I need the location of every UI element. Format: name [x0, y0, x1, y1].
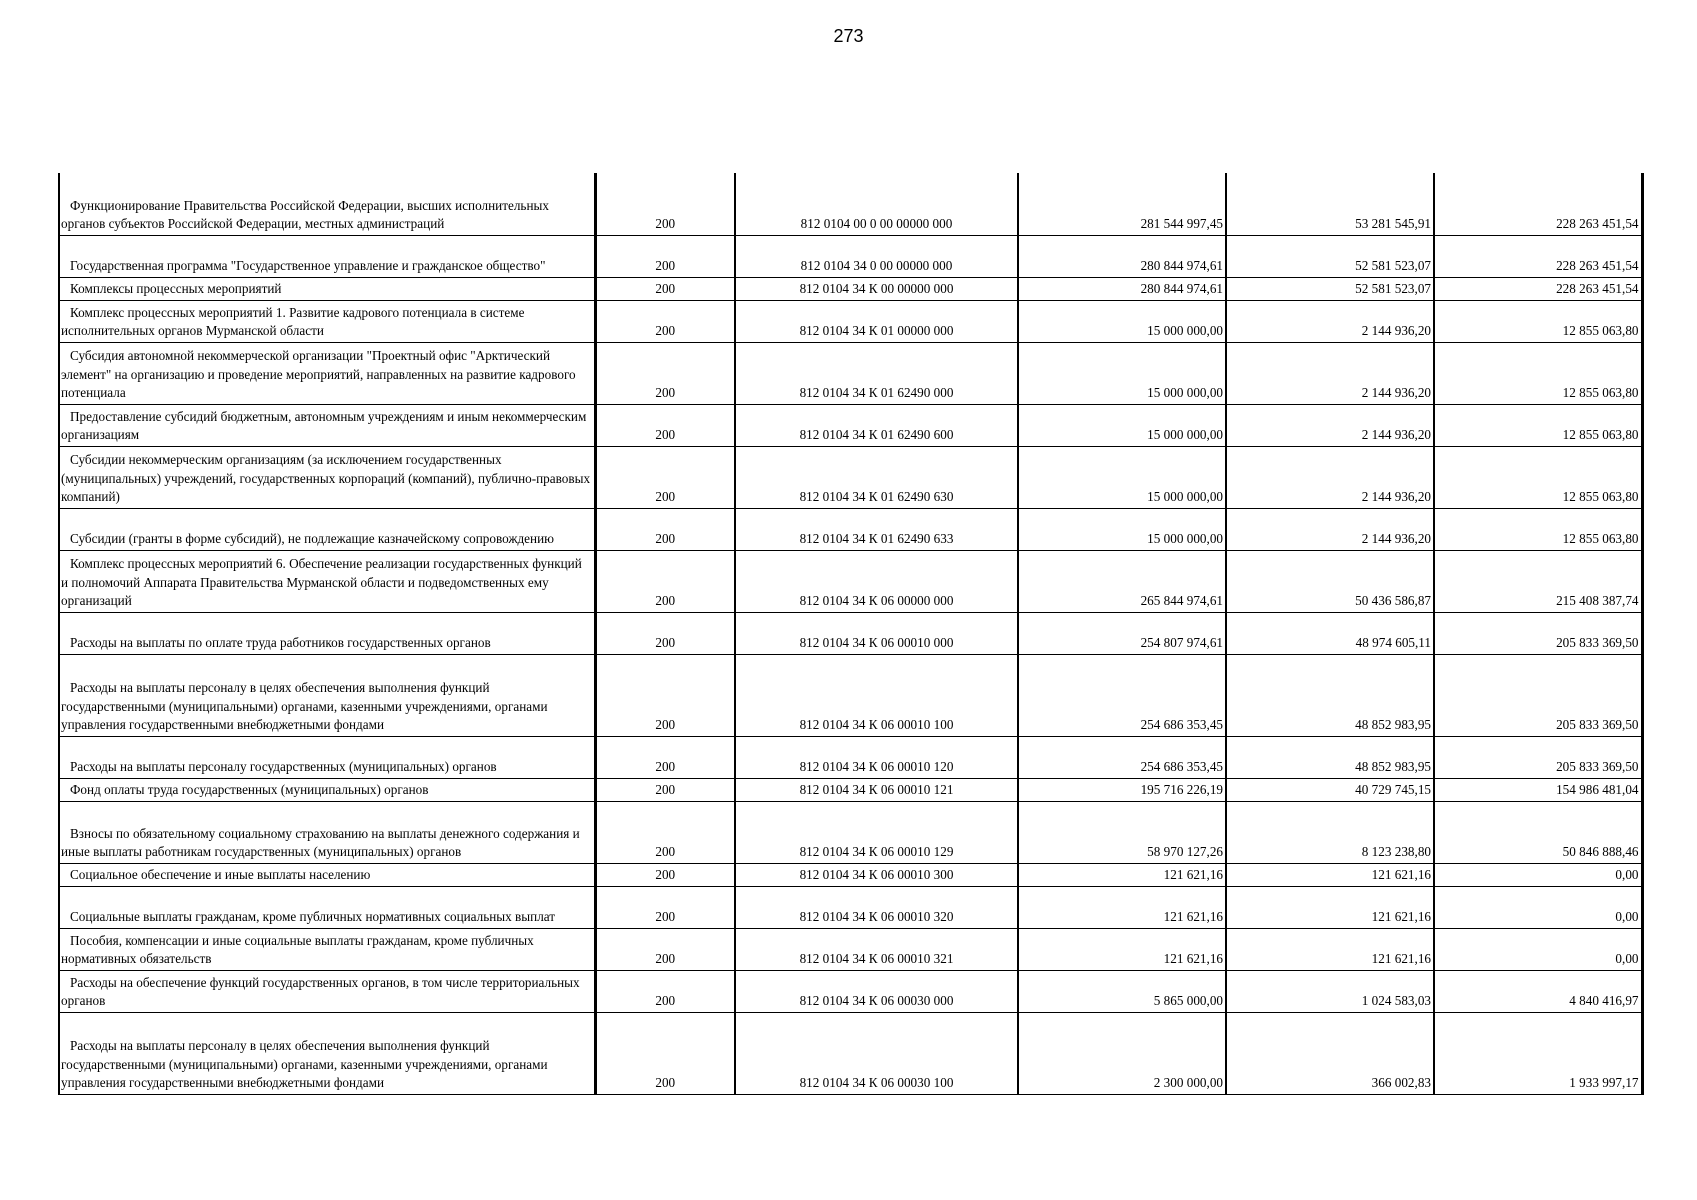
table-row: [59, 173, 1642, 235]
row-approved-amount: 5 865 000,00: [1018, 970, 1226, 1012]
row-executed-amount: 2 144 936,20: [1226, 446, 1434, 508]
row-remaining-amount: 205 833 369,50: [1434, 654, 1642, 736]
row-approved-amount: 280 844 974,61: [1018, 235, 1226, 277]
row-name: Пособия, компенсации и иные социальные выплаты гражданам, кроме публичных нормативных обязательств: [59, 928, 595, 970]
row-remaining-amount: 228 263 451,54: [1434, 235, 1642, 277]
row-remaining-amount: 12 855 063,80: [1434, 508, 1642, 550]
table-row: [59, 342, 1642, 404]
row-line-code: 200: [595, 550, 735, 612]
row-approved-amount: 121 621,16: [1018, 928, 1226, 970]
row-budget-code: 812 0104 34 К 06 00010 129: [735, 801, 1018, 863]
row-name: Расходы на выплаты персоналу в целях обеспечения выполнения функций государственными (муниципальными) органами, казенными учреждениями, органами управления государственными внебюджетными фондами: [59, 654, 595, 736]
row-approved-amount: 281 544 997,45: [1018, 173, 1226, 235]
row-approved-amount: 15 000 000,00: [1018, 300, 1226, 342]
row-approved-amount: 2 300 000,00: [1018, 1012, 1226, 1094]
row-executed-amount: 48 852 983,95: [1226, 736, 1434, 778]
row-executed-amount: 121 621,16: [1226, 863, 1434, 886]
row-remaining-amount: 0,00: [1434, 886, 1642, 928]
row-remaining-amount: 205 833 369,50: [1434, 612, 1642, 654]
row-remaining-amount: 12 855 063,80: [1434, 404, 1642, 446]
table-row: [59, 300, 1642, 342]
table-row: [59, 446, 1642, 508]
row-budget-code: 812 0104 34 К 06 00010 320: [735, 886, 1018, 928]
row-name: Комплекс процессных мероприятий 1. Развитие кадрового потенциала в системе исполнительных органов Мурманской области: [59, 300, 595, 342]
budget-table: [58, 173, 1644, 1095]
row-remaining-amount: 4 840 416,97: [1434, 970, 1642, 1012]
row-name: Субсидии некоммерческим организациям (за исключением государственных (муниципальных) учреждений, государственных корпораций (компаний), публично-правовых компаний): [59, 446, 595, 508]
row-name: Социальные выплаты гражданам, кроме публичных нормативных социальных выплат: [59, 886, 595, 928]
row-executed-amount: 121 621,16: [1226, 886, 1434, 928]
row-name: Социальное обеспечение и иные выплаты населению: [59, 863, 595, 886]
row-budget-code: 812 0104 34 К 06 00010 321: [735, 928, 1018, 970]
row-approved-amount: 121 621,16: [1018, 863, 1226, 886]
row-remaining-amount: 154 986 481,04: [1434, 778, 1642, 801]
row-executed-amount: 40 729 745,15: [1226, 778, 1434, 801]
table-row: [59, 863, 1642, 886]
table-row: [59, 970, 1642, 1012]
row-approved-amount: 280 844 974,61: [1018, 277, 1226, 300]
row-name: Расходы на выплаты персоналу в целях обеспечения выполнения функций государственными (муниципальными) органами, казенными учреждениями, органами управления государственными внебюджетными фондами: [59, 1012, 595, 1094]
row-approved-amount: 254 686 353,45: [1018, 736, 1226, 778]
row-executed-amount: 52 581 523,07: [1226, 235, 1434, 277]
table-row: [59, 928, 1642, 970]
row-line-code: 200: [595, 1012, 735, 1094]
table-row: [59, 801, 1642, 863]
row-remaining-amount: 228 263 451,54: [1434, 173, 1642, 235]
row-remaining-amount: 0,00: [1434, 928, 1642, 970]
row-budget-code: 812 0104 34 К 06 00010 300: [735, 863, 1018, 886]
row-approved-amount: 58 970 127,26: [1018, 801, 1226, 863]
row-budget-code: 812 0104 34 К 01 62490 000: [735, 342, 1018, 404]
row-approved-amount: 254 686 353,45: [1018, 654, 1226, 736]
table-row: [59, 1012, 1642, 1094]
table-row: [59, 508, 1642, 550]
row-remaining-amount: 1 933 997,17: [1434, 1012, 1642, 1094]
row-budget-code: 812 0104 34 К 06 00000 000: [735, 550, 1018, 612]
row-budget-code: 812 0104 00 0 00 00000 000: [735, 173, 1018, 235]
row-executed-amount: 48 974 605,11: [1226, 612, 1434, 654]
row-name: Расходы на выплаты по оплате труда работников государственных органов: [59, 612, 595, 654]
row-budget-code: 812 0104 34 К 06 00010 100: [735, 654, 1018, 736]
row-remaining-amount: 12 855 063,80: [1434, 342, 1642, 404]
row-name: Государственная программа "Государственное управление и гражданское общество": [59, 235, 595, 277]
row-remaining-amount: 205 833 369,50: [1434, 736, 1642, 778]
row-approved-amount: 265 844 974,61: [1018, 550, 1226, 612]
row-budget-code: 812 0104 34 К 06 00010 000: [735, 612, 1018, 654]
table-row: [59, 550, 1642, 612]
row-remaining-amount: 12 855 063,80: [1434, 300, 1642, 342]
row-executed-amount: 1 024 583,03: [1226, 970, 1434, 1012]
row-budget-code: 812 0104 34 К 00 00000 000: [735, 277, 1018, 300]
row-line-code: 200: [595, 736, 735, 778]
row-executed-amount: 8 123 238,80: [1226, 801, 1434, 863]
row-line-code: 200: [595, 886, 735, 928]
table-row: [59, 886, 1642, 928]
table-body: [59, 173, 1642, 1094]
table-row: [59, 736, 1642, 778]
table-row: [59, 654, 1642, 736]
row-line-code: 200: [595, 342, 735, 404]
row-line-code: 200: [595, 446, 735, 508]
row-name: Фонд оплаты труда государственных (муниципальных) органов: [59, 778, 595, 801]
page-number: 273: [833, 26, 864, 46]
row-budget-code: 812 0104 34 К 06 00010 120: [735, 736, 1018, 778]
row-approved-amount: 15 000 000,00: [1018, 446, 1226, 508]
row-approved-amount: 121 621,16: [1018, 886, 1226, 928]
row-approved-amount: 15 000 000,00: [1018, 342, 1226, 404]
row-approved-amount: 195 716 226,19: [1018, 778, 1226, 801]
row-budget-code: 812 0104 34 К 06 00010 121: [735, 778, 1018, 801]
row-remaining-amount: 12 855 063,80: [1434, 446, 1642, 508]
row-budget-code: 812 0104 34 К 06 00030 000: [735, 970, 1018, 1012]
table-row: [59, 404, 1642, 446]
row-line-code: 200: [595, 173, 735, 235]
row-line-code: 200: [595, 970, 735, 1012]
row-line-code: 200: [595, 801, 735, 863]
row-name: Субсидии (гранты в форме субсидий), не подлежащие казначейскому сопровождению: [59, 508, 595, 550]
row-name: Функционирование Правительства Российской Федерации, высших исполнительных органов субъектов Российской Федерации, местных администраций: [59, 173, 595, 235]
row-budget-code: 812 0104 34 К 01 00000 000: [735, 300, 1018, 342]
row-line-code: 200: [595, 654, 735, 736]
row-remaining-amount: 228 263 451,54: [1434, 277, 1642, 300]
table-row: [59, 778, 1642, 801]
row-line-code: 200: [595, 277, 735, 300]
row-remaining-amount: 50 846 888,46: [1434, 801, 1642, 863]
row-executed-amount: 2 144 936,20: [1226, 300, 1434, 342]
row-executed-amount: 53 281 545,91: [1226, 173, 1434, 235]
row-executed-amount: 2 144 936,20: [1226, 404, 1434, 446]
table-row: [59, 235, 1642, 277]
row-executed-amount: 50 436 586,87: [1226, 550, 1434, 612]
row-budget-code: 812 0104 34 0 00 00000 000: [735, 235, 1018, 277]
row-name: Субсидия автономной некоммерческой организации "Проектный офис "Арктический элемент" на организацию и проведение мероприятий, направленных на развитие кадрового потенциала: [59, 342, 595, 404]
row-name: Расходы на выплаты персоналу государственных (муниципальных) органов: [59, 736, 595, 778]
row-executed-amount: 2 144 936,20: [1226, 342, 1434, 404]
table-row: [59, 277, 1642, 300]
row-line-code: 200: [595, 778, 735, 801]
row-name: Предоставление субсидий бюджетным, автономным учреждениям и иным некоммерческим организациям: [59, 404, 595, 446]
table-row: [59, 612, 1642, 654]
row-name: Взносы по обязательному социальному страхованию на выплаты денежного содержания и иные выплаты работникам государственных (муниципальных) органов: [59, 801, 595, 863]
row-executed-amount: 121 621,16: [1226, 928, 1434, 970]
row-approved-amount: 15 000 000,00: [1018, 404, 1226, 446]
row-line-code: 200: [595, 508, 735, 550]
row-executed-amount: 366 002,83: [1226, 1012, 1434, 1094]
row-line-code: 200: [595, 612, 735, 654]
row-line-code: 200: [595, 404, 735, 446]
row-approved-amount: 254 807 974,61: [1018, 612, 1226, 654]
row-remaining-amount: 0,00: [1434, 863, 1642, 886]
row-line-code: 200: [595, 300, 735, 342]
row-executed-amount: 52 581 523,07: [1226, 277, 1434, 300]
row-budget-code: 812 0104 34 К 01 62490 600: [735, 404, 1018, 446]
row-executed-amount: 2 144 936,20: [1226, 508, 1434, 550]
row-budget-code: 812 0104 34 К 01 62490 630: [735, 446, 1018, 508]
row-remaining-amount: 215 408 387,74: [1434, 550, 1642, 612]
row-line-code: 200: [595, 928, 735, 970]
row-approved-amount: 15 000 000,00: [1018, 508, 1226, 550]
row-line-code: 200: [595, 235, 735, 277]
row-budget-code: 812 0104 34 К 06 00030 100: [735, 1012, 1018, 1094]
row-budget-code: 812 0104 34 К 01 62490 633: [735, 508, 1018, 550]
row-name: Комплексы процессных мероприятий: [59, 277, 595, 300]
row-executed-amount: 48 852 983,95: [1226, 654, 1434, 736]
row-name: Расходы на обеспечение функций государственных органов, в том числе территориальных органов: [59, 970, 595, 1012]
row-line-code: 200: [595, 863, 735, 886]
row-name: Комплекс процессных мероприятий 6. Обеспечение реализации государственных функций и полномочий Аппарата Правительства Мурманской области и подведомственных ему организаций: [59, 550, 595, 612]
